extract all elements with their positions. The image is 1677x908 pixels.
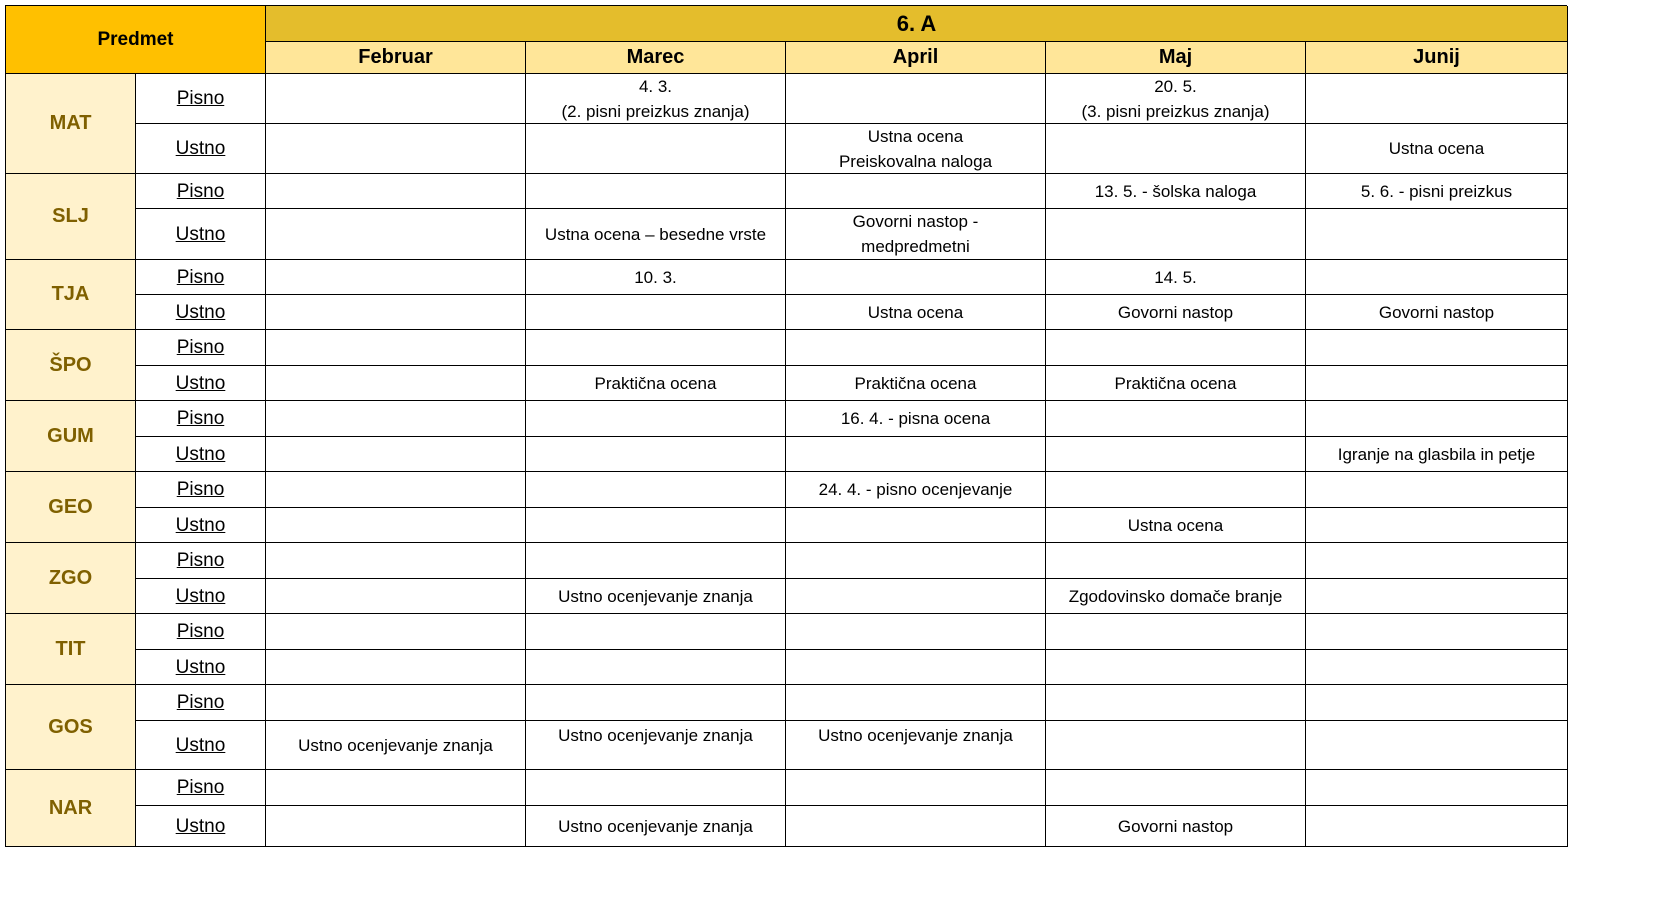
written-cell: 16. 4. - pisna ocena — [786, 401, 1046, 437]
oral-cell — [1046, 124, 1306, 174]
oral-cell: Govorni nastop — [1306, 295, 1568, 330]
subject-name: GOS — [6, 685, 136, 770]
oral-cell — [1306, 579, 1568, 614]
written-cell — [526, 543, 786, 579]
oral-cell: Zgodovinsko domače branje — [1046, 579, 1306, 614]
type-label-written: Pisno — [136, 543, 266, 579]
written-cell: 13. 5. - šolska naloga — [1046, 174, 1306, 209]
written-cell — [266, 770, 526, 806]
oral-cell — [266, 579, 526, 614]
oral-cell: Ustno ocenjevanje znanja — [526, 721, 786, 770]
type-label-oral: Ustno — [136, 806, 266, 847]
written-cell — [266, 330, 526, 366]
written-cell — [786, 174, 1046, 209]
oral-cell — [266, 508, 526, 543]
subject-name: TIT — [6, 614, 136, 685]
written-cell — [1046, 614, 1306, 650]
written-cell — [266, 74, 526, 124]
type-label-oral: Ustno — [136, 209, 266, 260]
written-cell — [526, 685, 786, 721]
oral-cell — [266, 650, 526, 685]
type-label-written: Pisno — [136, 770, 266, 806]
oral-cell: Govorni nastop — [1046, 806, 1306, 847]
oral-cell — [1306, 650, 1568, 685]
oral-cell — [786, 579, 1046, 614]
written-cell — [1046, 543, 1306, 579]
oral-cell — [266, 124, 526, 174]
oral-cell: Ustna ocena — [1046, 508, 1306, 543]
month-header: Junij — [1306, 42, 1568, 74]
type-label-written: Pisno — [136, 614, 266, 650]
oral-cell: Ustna ocena — [1306, 124, 1568, 174]
oral-cell — [1306, 806, 1568, 847]
written-cell: 24. 4. - pisno ocenjevanje — [786, 472, 1046, 508]
written-cell — [526, 401, 786, 437]
oral-cell — [1306, 721, 1568, 770]
type-label-written: Pisno — [136, 174, 266, 209]
subject-name: SLJ — [6, 174, 136, 260]
oral-cell — [786, 508, 1046, 543]
type-label-oral: Ustno — [136, 437, 266, 472]
oral-cell — [526, 295, 786, 330]
oral-cell: Ustna ocena — [786, 295, 1046, 330]
written-cell — [1306, 472, 1568, 508]
type-label-oral: Ustno — [136, 295, 266, 330]
written-cell — [1306, 614, 1568, 650]
type-label-written: Pisno — [136, 330, 266, 366]
assessment-schedule-table — [5, 5, 1567, 847]
oral-cell: Ustno ocenjevanje znanja — [526, 806, 786, 847]
oral-cell — [266, 366, 526, 401]
subject-name: ŠPO — [6, 330, 136, 401]
oral-cell — [1046, 209, 1306, 260]
month-header: Maj — [1046, 42, 1306, 74]
written-cell — [266, 401, 526, 437]
written-cell — [786, 770, 1046, 806]
written-cell — [266, 614, 526, 650]
written-cell — [526, 472, 786, 508]
oral-cell: Ustno ocenjevanje znanja — [526, 579, 786, 614]
oral-cell — [1046, 437, 1306, 472]
oral-cell: Govorni nastop — [1046, 295, 1306, 330]
subject-name: GUM — [6, 401, 136, 472]
oral-cell — [526, 437, 786, 472]
written-cell — [1306, 74, 1568, 124]
type-label-oral: Ustno — [136, 721, 266, 770]
month-header: April — [786, 42, 1046, 74]
written-cell — [786, 330, 1046, 366]
subject-name: GEO — [6, 472, 136, 543]
oral-cell: Ustna ocena Preiskovalna naloga — [786, 124, 1046, 174]
type-label-written: Pisno — [136, 260, 266, 295]
written-cell — [266, 260, 526, 295]
oral-cell — [266, 209, 526, 260]
month-header: Februar — [266, 42, 526, 74]
written-cell — [786, 260, 1046, 295]
written-cell: 5. 6. - pisni preizkus — [1306, 174, 1568, 209]
subject-name: MAT — [6, 74, 136, 174]
written-cell — [786, 614, 1046, 650]
type-label-oral: Ustno — [136, 650, 266, 685]
written-cell — [266, 472, 526, 508]
written-cell — [266, 543, 526, 579]
subject-name: TJA — [6, 260, 136, 330]
oral-cell — [266, 806, 526, 847]
type-label-written: Pisno — [136, 472, 266, 508]
type-label-oral: Ustno — [136, 579, 266, 614]
written-cell — [1306, 770, 1568, 806]
written-cell — [1046, 472, 1306, 508]
written-cell — [1046, 330, 1306, 366]
written-cell — [526, 174, 786, 209]
type-label-oral: Ustno — [136, 366, 266, 401]
oral-cell: Govorni nastop - medpredmetni — [786, 209, 1046, 260]
type-label-written: Pisno — [136, 401, 266, 437]
oral-cell — [526, 650, 786, 685]
written-cell — [786, 543, 1046, 579]
written-cell — [1046, 401, 1306, 437]
oral-cell — [786, 437, 1046, 472]
written-cell: 14. 5. — [1046, 260, 1306, 295]
oral-cell: Ustna ocena – besedne vrste — [526, 209, 786, 260]
oral-cell — [1046, 721, 1306, 770]
written-cell — [1306, 260, 1568, 295]
oral-cell: Ustno ocenjevanje znanja — [786, 721, 1046, 770]
oral-cell — [786, 806, 1046, 847]
oral-cell — [1306, 508, 1568, 543]
oral-cell: Praktična ocena — [786, 366, 1046, 401]
written-cell — [1306, 330, 1568, 366]
oral-cell — [266, 295, 526, 330]
subject-header: Predmet — [6, 6, 266, 74]
written-cell — [786, 74, 1046, 124]
month-header: Marec — [526, 42, 786, 74]
oral-cell: Ustno ocenjevanje znanja — [266, 721, 526, 770]
oral-cell — [1306, 209, 1568, 260]
type-label-oral: Ustno — [136, 508, 266, 543]
written-cell: 10. 3. — [526, 260, 786, 295]
oral-cell — [526, 124, 786, 174]
written-cell — [526, 770, 786, 806]
type-label-oral: Ustno — [136, 124, 266, 174]
written-cell — [1306, 543, 1568, 579]
written-cell — [266, 174, 526, 209]
written-cell — [1306, 401, 1568, 437]
oral-cell: Igranje na glasbila in petje — [1306, 437, 1568, 472]
oral-cell — [1306, 366, 1568, 401]
subject-name: ZGO — [6, 543, 136, 614]
oral-cell: Praktična ocena — [526, 366, 786, 401]
written-cell: 20. 5. (3. pisni preizkus znanja) — [1046, 74, 1306, 124]
oral-cell — [786, 650, 1046, 685]
written-cell: 4. 3. (2. pisni preizkus znanja) — [526, 74, 786, 124]
written-cell — [266, 685, 526, 721]
oral-cell: Praktična ocena — [1046, 366, 1306, 401]
subject-name: NAR — [6, 770, 136, 847]
written-cell — [1046, 770, 1306, 806]
oral-cell — [1046, 650, 1306, 685]
written-cell — [526, 614, 786, 650]
written-cell — [526, 330, 786, 366]
written-cell — [1046, 685, 1306, 721]
oral-cell — [266, 437, 526, 472]
written-cell — [786, 685, 1046, 721]
type-label-written: Pisno — [136, 74, 266, 124]
oral-cell — [526, 508, 786, 543]
class-header: 6. A — [266, 6, 1568, 42]
type-label-written: Pisno — [136, 685, 266, 721]
written-cell — [1306, 685, 1568, 721]
